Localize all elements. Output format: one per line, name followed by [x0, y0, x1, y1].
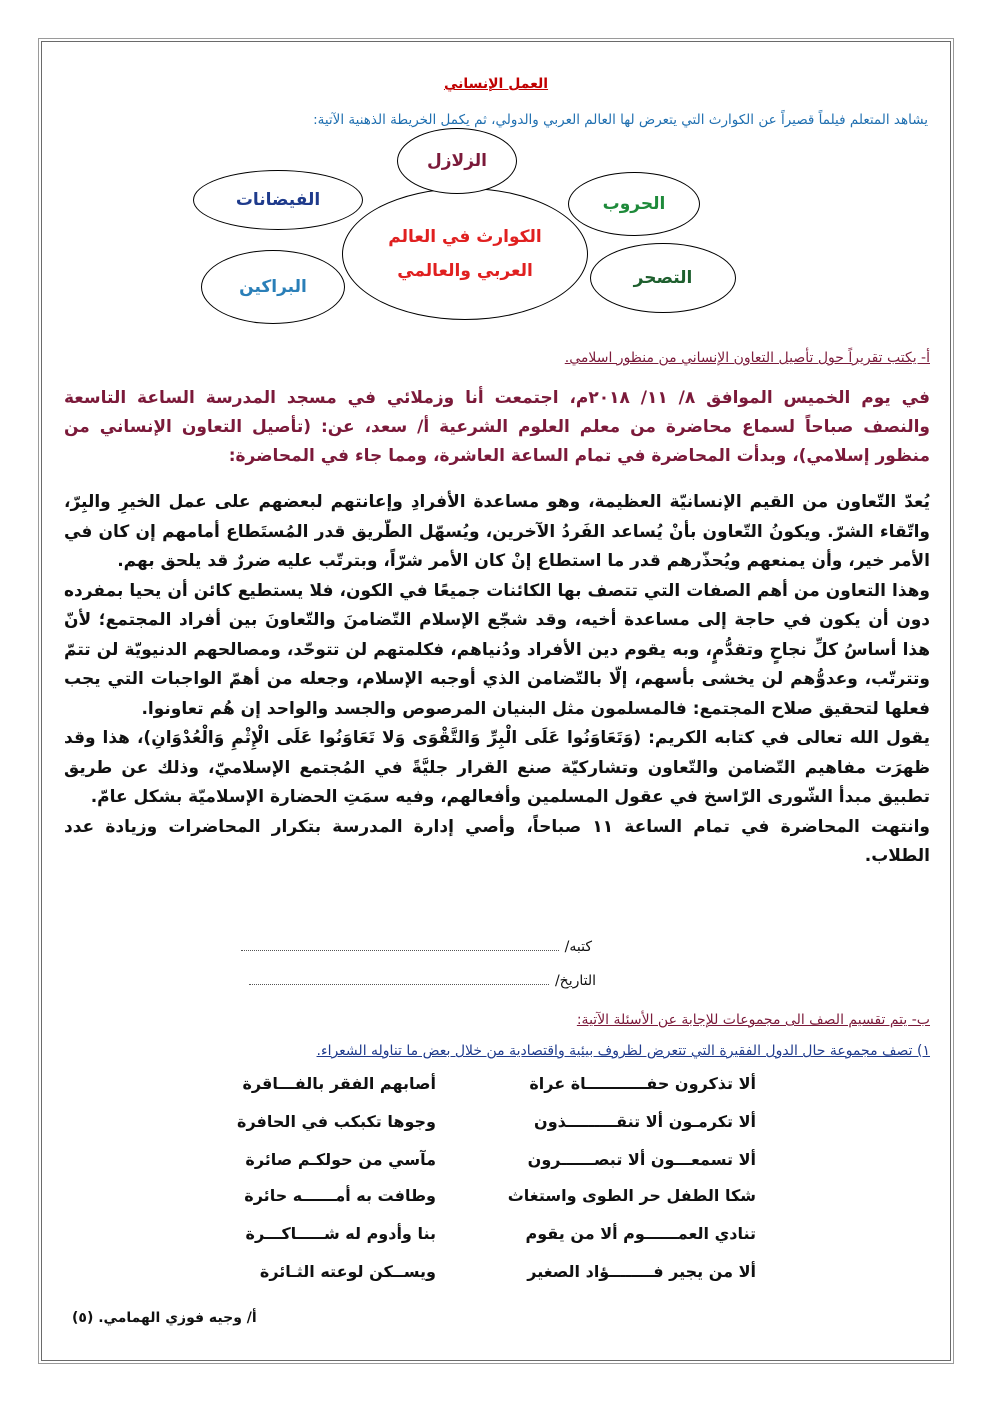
poem-line-2-first: ألا تكرمـون ألا تنقـــــــــذون [534, 1112, 756, 1131]
instruction-text: يشاهد المتعلم فيلماً قصيراً عن الكوارث التي يتعرض لها العالم العربي والدولي، ثم يكمل الخريطة الذهنية الآتية: [313, 112, 928, 128]
written-by-line [241, 938, 592, 955]
poem-line-4-second: وطافت به أمــــــه حائرة [244, 1186, 436, 1205]
mindmap-desert: التصحر [590, 243, 736, 313]
mindmap-floods: الفيضانات [193, 170, 363, 230]
report-body-3: يقول الله تعالى في كتابه الكريم: (وَتَعَاوَنُوا عَلَى الْبِرِّ وَالتَّقْوَى وَلا تَعَاوَنُوا عَلَى الْإِثْمِ وَالْعُدْوَانِ)، هذا وقد ظهرَت مفاهيم التّضامن والتّعاون وتشاركيّة صنع القرار جليَّةً في المُجتمع الإسلاميّ، وذلك عن طريق تطبيق مبدأ الشّورى الرّاسخ في عقول المسلمين وأفعالهم، وفيه سمَتِ الحضارة الإسلاميّة بشكل عامّ. [64, 728, 930, 807]
poem-line-6-second: ويســكن لوعته الثـائرة [259, 1262, 436, 1281]
center-line-2: العربي والعالمي [397, 261, 533, 281]
report-intro: في يوم الخميس الموافق ٨/ ١١/ ٢٠١٨م، اجتمعت أنا وزملائي في مسجد المدرسة الساعة التاسعة والنصف صباحاً لسماع محاضرة من معلم العلوم الشرعية أ/ سعد، عن: (تأصيل التعاون الإنساني من منظور إسلامي)، وبدأت المحاضرة في تمام الساعة العاشرة، ومما جاء في المحاضرة: [64, 388, 930, 466]
poem-line-1-second: أصابهم الفقر بالفـــاقرة [242, 1074, 436, 1093]
poem-line-3-second: مآسي من حولكـم صائرة [245, 1150, 436, 1169]
poem-line-5-second: بنا وأدوم له شـــــاكـــرة [245, 1224, 436, 1243]
mindmap-center [342, 188, 588, 320]
poem-line-2-second: وجوها تكبكب في الحافرة [237, 1112, 436, 1131]
footer: أ/ وجيه فوزي الهمامي. (٥) [72, 1310, 257, 1326]
poem-line-4-first: شكا الطفل حر الطوى واستغاث [507, 1186, 756, 1205]
mindmap-wars: الحروب [568, 172, 700, 236]
center-line-1: الكوارث في العالم [388, 227, 542, 247]
report-body-2: وهذا التعاون من أهم الصفات التي تتصف بها الكائنات جميعًا في الكون، فلا يستطيع كائن أن يحيا بمفرده دون أن يكون في حاجة إلى مساعدة أخيه، وقد شجّع الإسلام التّضامنَ والتّعاونَ بين أفراد المجتمع؛ لأنّ هذا أساسُ كلِّ نجاحٍ وتقدُّمٍ، وبه يقوم دين الأفراد ودُنياهم، فكلمتهم لن تتوحّد، ومصالحهم الدنيويّة لن تتمّ وتترتّب، وعدوُّهم لن يخشى بأسهم، إلّا بالتّضامن الذي أوجبه الإسلام، وجعله من أهمّ الواجبات التي يجب فعلها لتحقيق صلاح المجتمع: فالمسلمون مثل البنيان المرصوص والجسد والواحد إن هُم تعاونوا. [64, 580, 930, 719]
date-line [249, 972, 596, 989]
poem-line-5-first: تنادي العمــــــوم ألا من يقوم [525, 1224, 756, 1243]
poem-line-1-first: ألا تذكرون حفـــــــــــاة عراة [529, 1074, 756, 1093]
date-label: التاريخ/ [554, 973, 596, 989]
section-b-heading: ب- يتم تقسيم الصف الى مجموعات للإجابة عن الأسئلة الآتية: [576, 1012, 930, 1028]
question-1: ١) تصف مجموعة حال الدول الفقيرة التي تتعرض لظروف بيئية واقتصادية من خلال بعض ما تناوله الشعراء. [316, 1043, 930, 1059]
report-body-1: يُعدّ التّعاون من القيم الإنسانيّة العظيمة، وهو مساعدة الأفرادِ وإعانتهم لبعضهم على عمل الخيرِ والبِرّ، واتّقاء الشرّ. ويكونُ التّعاون بأنْ يُساعد الفَردُ الآخرين، ويُسهّل الطّريق قدر المُستَطاع أمامهم إن كان في الأمر خير، وأن يمنعهم ويُحذّرهم قدر ما استطاع إنْ كان الأمر شرّاً، وبترتّب عليه ضررٌ قد يلحق بهم. [64, 492, 930, 571]
report-closing: وانتهت المحاضرة في تمام الساعة ١١ صباحاً، وأصي إدارة المدرسة بتكرار المحاضرات وزيادة عدد الطلاب. [64, 816, 930, 866]
poem-line-6-first: ألا من يجير فــــــــؤاد الصغير [527, 1262, 756, 1281]
date-field[interactable] [249, 972, 549, 985]
mindmap-volcanoes: البراكين [201, 250, 345, 324]
written-by-field[interactable] [241, 938, 559, 951]
report-body [64, 488, 930, 872]
poem-line-3-first: ألا تسمعـــون ألا تبصــــــرون [527, 1150, 756, 1169]
mindmap-earthquakes: الزلازل [397, 128, 517, 194]
section-a-heading: أ- يكتب تقريراً حول تأصيل التعاون الإنساني من منظور اسلامي. [564, 350, 930, 366]
written-by-label: كتبه/ [564, 939, 592, 955]
page-title: العمل الإنساني [443, 76, 549, 92]
